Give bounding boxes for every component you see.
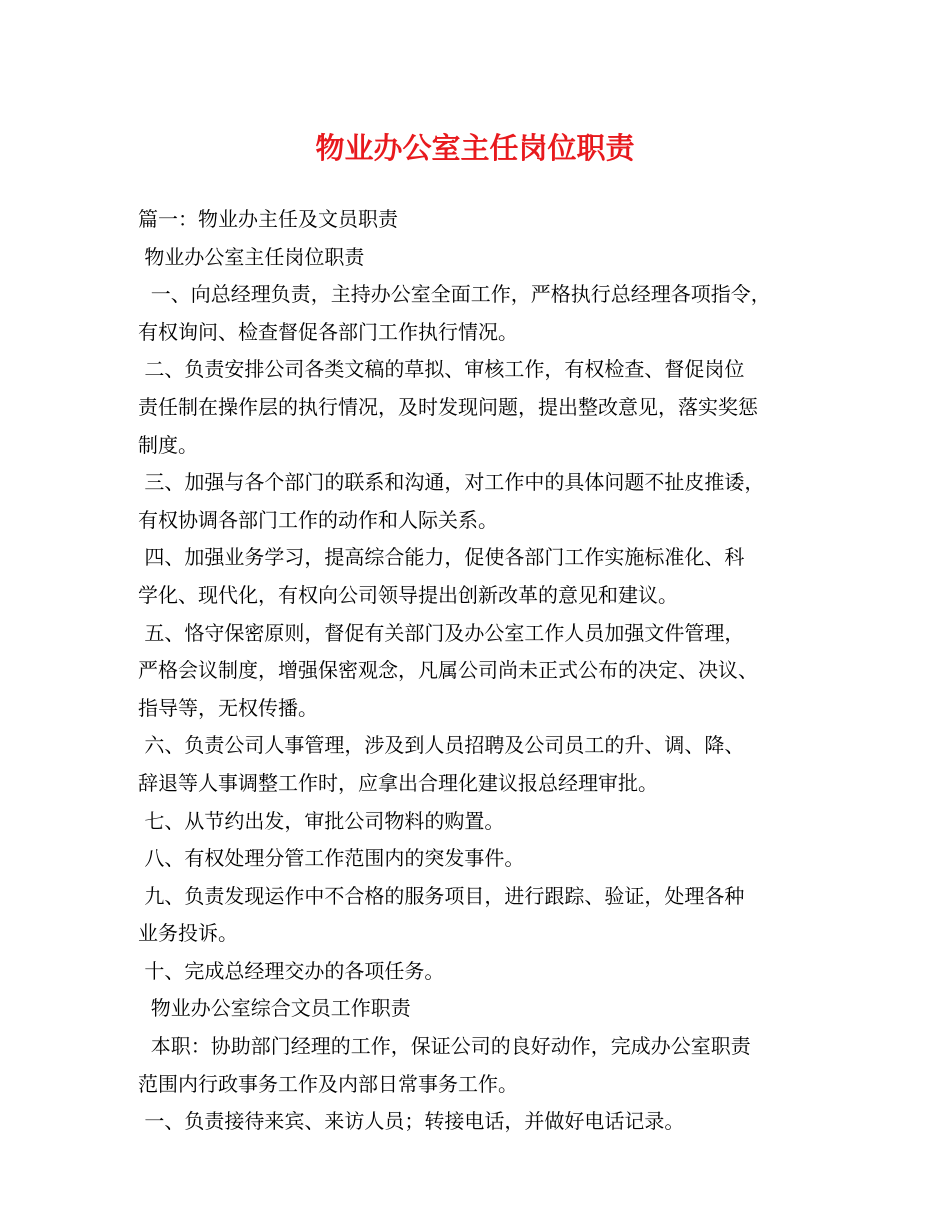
body-line: 八、有权处理分管工作范围内的突发事件。 <box>138 846 525 871</box>
document-body <box>138 201 838 1141</box>
document-title: 物业办公室主任岗位职责 <box>315 131 635 165</box>
body-line: 物业办公室综合文员工作职责 <box>138 996 411 1021</box>
body-line: 三、加强与各个部门的联系和沟通，对工作中的具体问题不扯皮推诿， <box>138 470 765 495</box>
body-line: 有权协调各部门工作的动作和人际关系。 <box>138 507 498 532</box>
body-line: 责任制在操作层的执行情况，及时发现问题，提出整改意见，落实奖惩 <box>138 394 758 419</box>
body-line: 范围内行政事务工作及内部日常事务工作。 <box>138 1071 518 1096</box>
body-line: 九、负责发现运作中不合格的服务项目，进行跟踪、验证，处理各种 <box>138 883 745 908</box>
body-line: 学化、现代化，有权向公司领导提出创新改革的意见和建议。 <box>138 582 678 607</box>
body-line: 一、负责接待来宾、来访人员；转接电话，并做好电话记录。 <box>138 1109 685 1134</box>
body-line: 四、加强业务学习，提高综合能力，促使各部门工作实施标准化、科 <box>138 545 745 570</box>
body-line: 一、向总经理负责，主持办公室全面工作，严格执行总经理各项指令， <box>138 282 771 307</box>
body-line: 辞退等人事调整工作时，应拿出合理化建议报总经理审批。 <box>138 770 658 795</box>
body-line: 六、负责公司人事管理，涉及到人员招聘及公司员工的升、调、降、 <box>138 733 745 758</box>
body-line: 七、从节约出发，审批公司物料的购置。 <box>138 808 505 833</box>
body-line: 有权询问、检查督促各部门工作执行情况。 <box>138 319 518 344</box>
body-line: 指导等，无权传播。 <box>138 695 318 720</box>
body-line: 本职：协助部门经理的工作，保证公司的良好动作，完成办公室职责 <box>138 1034 751 1059</box>
body-line: 业务投诉。 <box>138 921 238 946</box>
body-line: 十、完成总经理交办的各项任务。 <box>138 958 445 983</box>
body-line: 严格会议制度，增强保密观念，凡属公司尚未正式公布的决定、决议、 <box>138 658 758 683</box>
body-line: 二、负责安排公司各类文稿的草拟、审核工作，有权检查、督促岗位 <box>138 357 745 382</box>
body-line: 五、恪守保密原则，督促有关部门及办公室工作人员加强文件管理， <box>138 620 745 645</box>
body-line: 篇一：物业办主任及文员职责 <box>138 207 398 231</box>
body-line: 物业办公室主任岗位职责 <box>138 244 365 269</box>
body-line: 制度。 <box>138 432 198 457</box>
